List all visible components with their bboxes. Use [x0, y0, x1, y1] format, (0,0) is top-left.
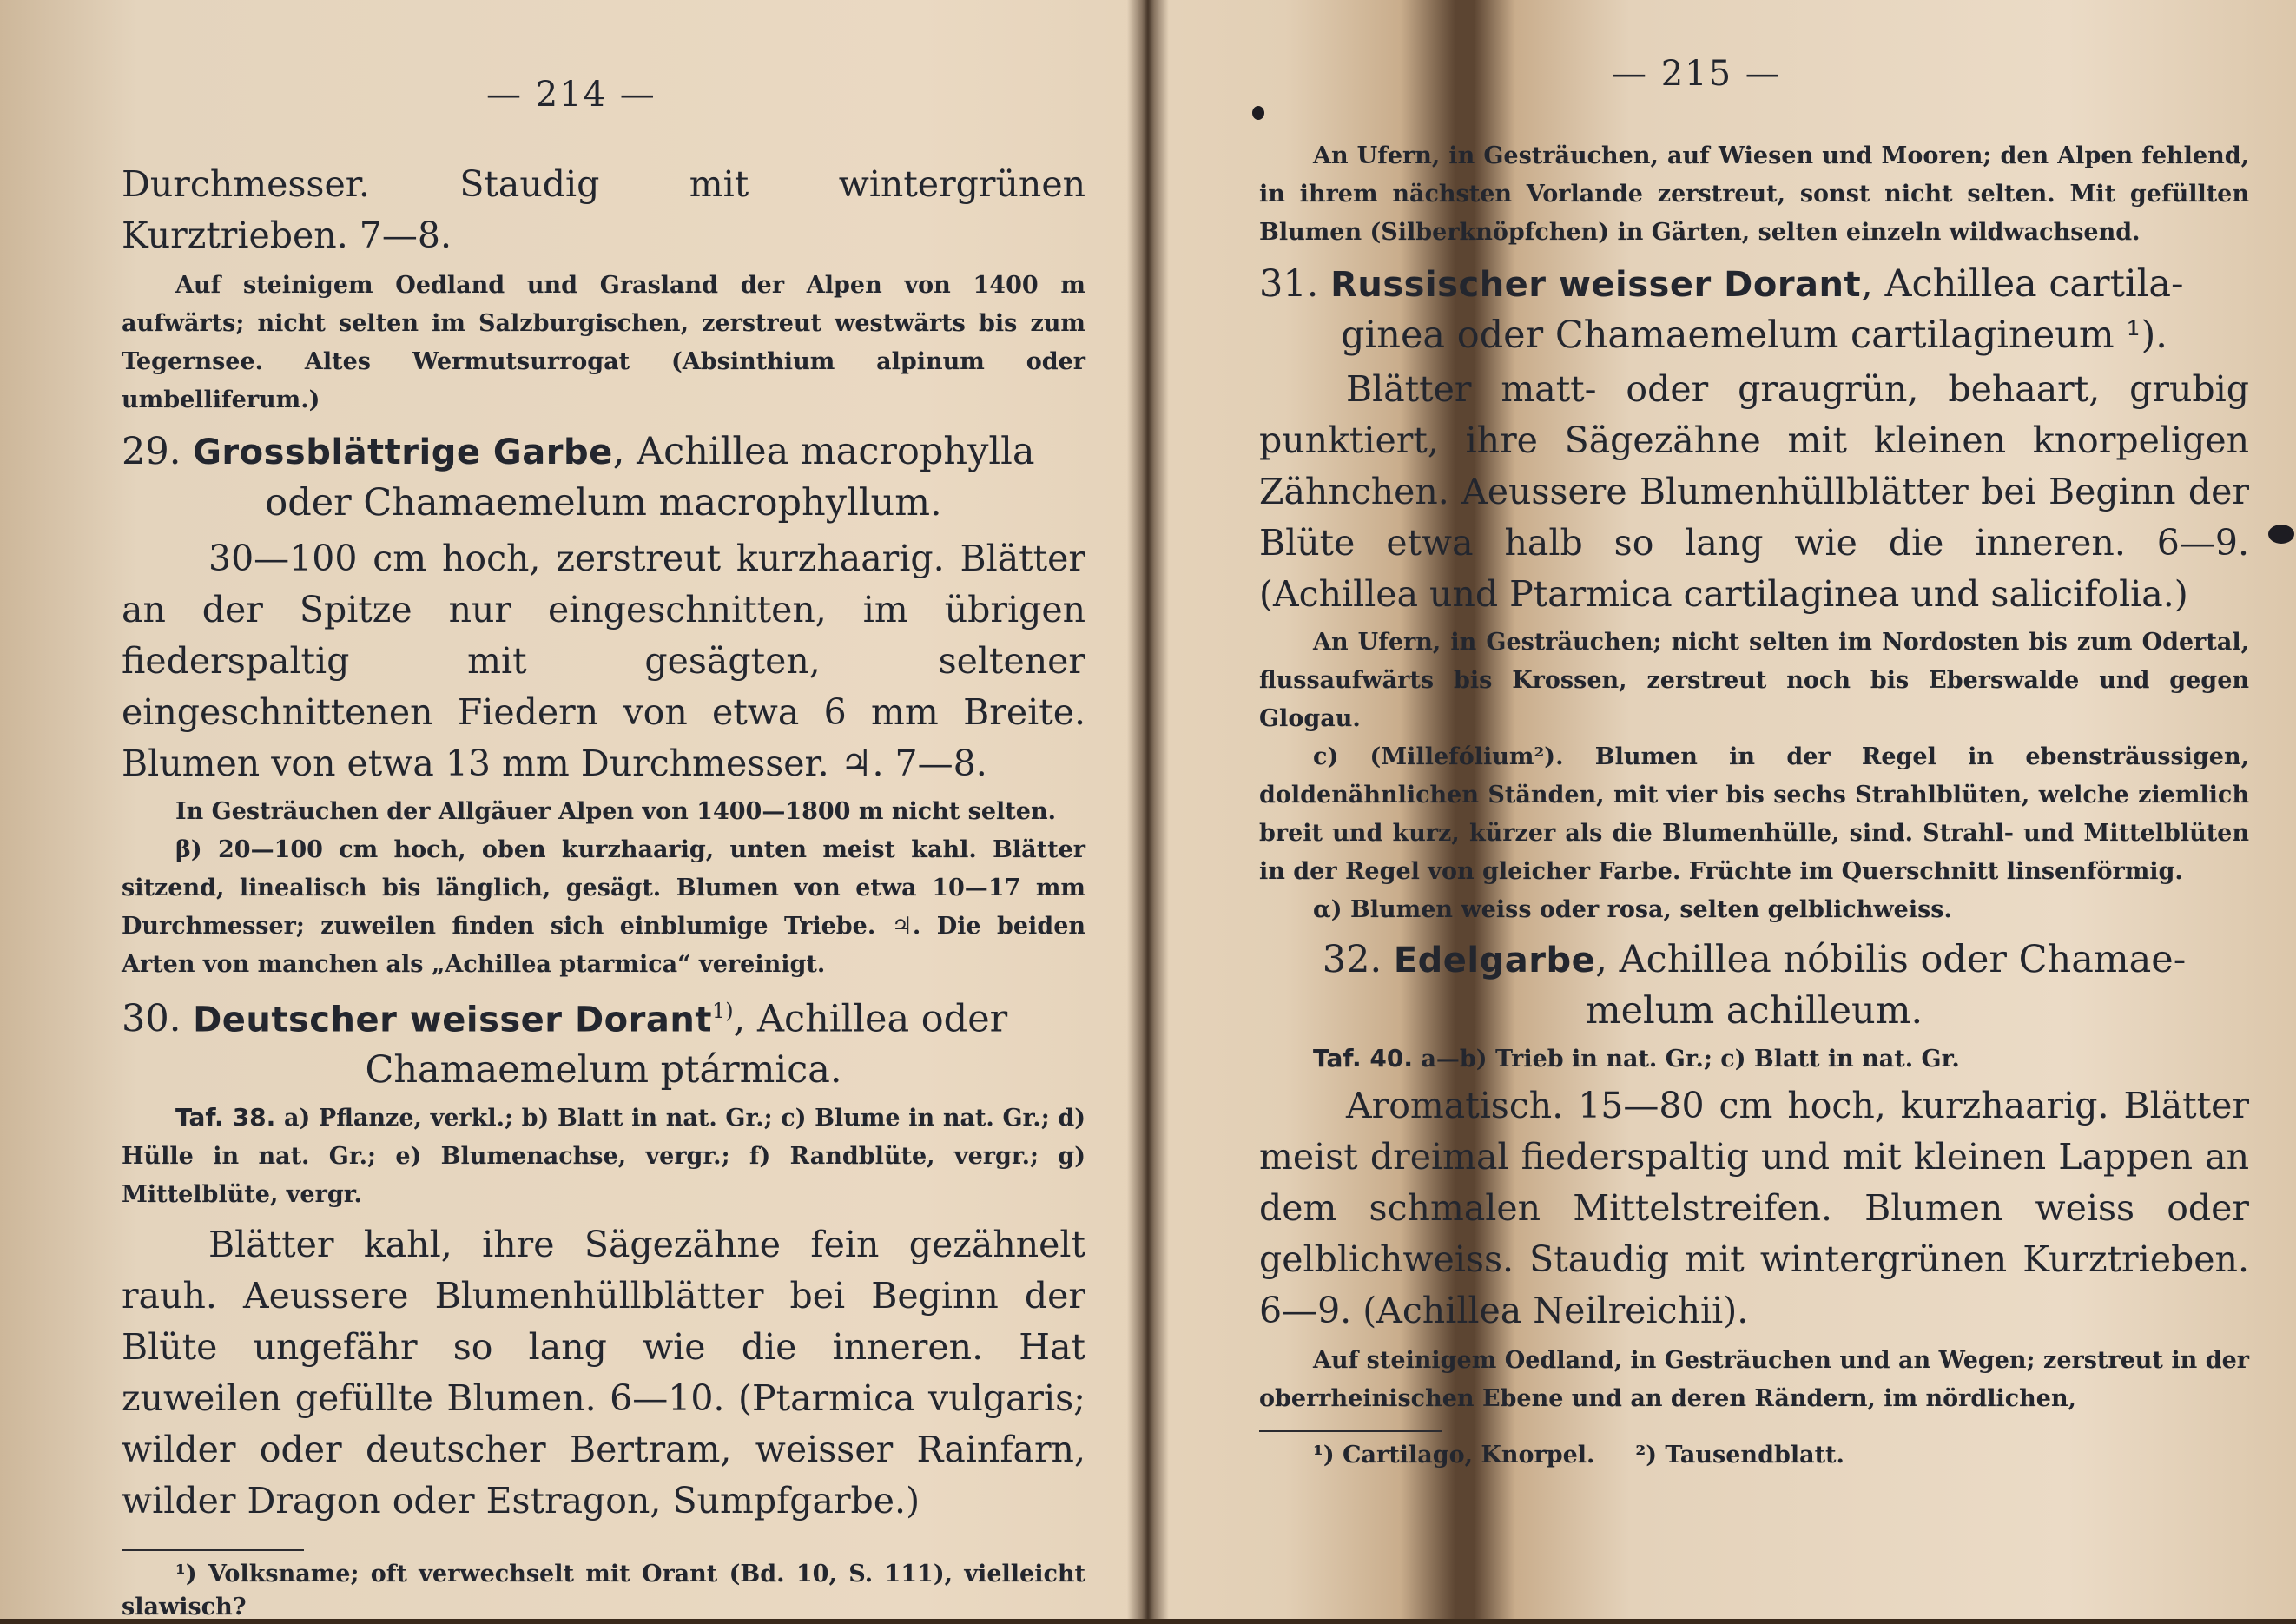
entry-31-habitat: An Ufern, in Gesträuchen; nicht selten im Nordosten bis zum Odertal, flussaufwärts bis Krossen, zerstreut noch bis Eberswalde und gegen Glogau. [1259, 629, 2249, 732]
plate-label: Taf. 38. [175, 1103, 276, 1132]
group-alpha-description: α) Blumen weiss oder rosa, selten gelblichweiss. [1313, 896, 1952, 923]
plate-text: a) Pflanze, verkl.; b) Blatt in nat. Gr.; c) Blume in nat. Gr.; d) Hülle in nat. Gr.; e) Blumenachse, vergr.; f) Randblüte, vergr.; g) Mittelblüte, vergr. [122, 1105, 1085, 1209]
ink-spot [1252, 106, 1264, 120]
footnote-left: ¹) Volksname; oft verwechselt mit Orant (Bd. 10, S. 111), vielleicht slawisch? [122, 1561, 1085, 1621]
entry-31-heading [1259, 259, 2249, 360]
species-name: Russischer weisser Dorant [1330, 265, 1862, 305]
plate-text: a—b) Trieb in nat. Gr.; c) Blatt in nat. Gr. [1421, 1046, 1960, 1073]
latin-name-continued: oder Chamaemelum macrophyllum. [265, 481, 942, 525]
entry-number: 31. [1259, 262, 1319, 306]
entry-number: 32. [1322, 938, 1382, 981]
right-page [1169, 0, 2296, 1619]
latin-name-continued: Chamaemelum ptármica. [365, 1048, 842, 1093]
continued-habitat: An Ufern, in Gesträuchen, auf Wiesen und Mooren; den Alpen fehlend, in ihrem nächsten Vorlande zerstreut, sonst nicht selten. Mit gefüllten Blumen (Silberknöpfchen) in Gärten, selten einzeln wildwachsend. [1259, 142, 2249, 246]
entry-29-habitat: In Gesträuchen der Allgäuer Alpen von 1400—1800 m nicht selten. [175, 798, 1056, 825]
entry-32-heading [1259, 934, 2249, 1036]
entry-29-description: 30—100 cm hoch, zerstreut kurzhaarig. Blätter an der Spitze nur eingeschnitten, im übrigen fiederspaltig mit gesägten, seltener eingeschnittenen Fiedern von etwa 6 mm Breite. Blumen von etwa 13 mm Durchmesser. ♃. 7—8. [122, 538, 1085, 784]
latin-name: , Achillea macrophylla [612, 430, 1035, 473]
entry-32-plate [1259, 1040, 2249, 1079]
latin-name-continued: ginea oder Chamaemelum cartilagineum ¹). [1341, 314, 2167, 357]
entry-number: 29. [122, 430, 181, 473]
group-c-description: c) (Millefólium²). Blumen in der Regel in ebensträussigen, doldenähnlichen Ständen, mit vier bis sechs Strahlblüten, welche ziemlich breit und kurz, kürzer als die Blumenhülle, sind. Strahl- und Mittelblüten in der Regel von gleicher Farbe. Früchte im Querschnitt linsenförmig. [1259, 743, 2249, 885]
footnote-rule [1259, 1430, 1442, 1432]
entry-30-heading [122, 986, 1085, 1095]
page-number-left: — 214 — [486, 75, 656, 115]
entry-number: 30. [122, 997, 181, 1041]
latin-name: , Achillea nóbilis oder Chamae- [1595, 938, 2187, 981]
ink-spot [2268, 525, 2294, 544]
entry-29-heading [122, 426, 1085, 528]
continued-habitat: Auf steinigem Oedland und Grasland der Alpen von 1400 m aufwärts; nicht selten im Salzburgischen, zerstreut westwärts bis zum Tegernsee. Altes Wermutsurrogat (Absinthium alpinum oder umbelliferum.) [122, 272, 1085, 413]
left-page [0, 0, 1129, 1619]
entry-30-plate [122, 1099, 1085, 1214]
species-name: Grossblättrige Garbe [193, 432, 613, 472]
entry-32-habitat: Auf steinigem Oedland, in Gesträuchen und an Wegen; zerstreut in der oberrheinischen Ebene und an deren Rändern, im nördlichen, [1259, 1347, 2249, 1412]
footnote-rule [122, 1549, 304, 1551]
footnote-right: ¹) Cartilago, Knorpel. ²) Tausendblatt. [1313, 1442, 1844, 1469]
species-name: Deutscher weisser Dorant [193, 1000, 712, 1040]
book-gutter [1127, 0, 1169, 1619]
page-number-right: — 215 — [1612, 54, 1782, 94]
entry-30-description: Blätter kahl, ihre Sägezähne fein gezähnelt rauh. Aeussere Blumenhüllblätter bei Beginn der Blüte ungefähr so lang wie die inneren. Hat zuweilen gefüllte Blumen. 6—10. (Ptarmica vulgaris; wilder oder deutscher Bertram, weisser Rainfarn, wilder Dragon oder Estragon, Sumpfgarbe.) [122, 1224, 1085, 1522]
latin-name: , Achillea oder [733, 997, 1008, 1041]
species-name: Edelgarbe [1393, 941, 1596, 980]
plate-label: Taf. 40. [1313, 1044, 1414, 1073]
entry-29-variety: β) 20—100 cm hoch, oben kurzhaarig, unten meist kahl. Blätter sitzend, linealisch bis länglich, gesägt. Blumen von etwa 10—17 mm Durchmesser; zuweilen finden sich einblumige Triebe. ♃. Die beiden Arten von manchen als „Achillea ptarmica“ vereinigt. [122, 836, 1085, 978]
right-page-column [1259, 137, 2249, 1472]
left-page-column [122, 159, 1085, 1624]
footnote-marker: 1) [711, 999, 734, 1023]
latin-name-continued: melum achilleum. [1585, 989, 1923, 1033]
latin-name: , Achillea cartila- [1861, 262, 2184, 306]
entry-31-description: Blätter matt- oder graugrün, behaart, grubig punktiert, ihre Sägezähne mit kleinen knorpeligen Zähnchen. Aeussere Blumenhüllblätter bei Beginn der Blüte etwa halb so lang wie die inneren. 6—9. (Achillea und Ptarmica cartilaginea und salicifolia.) [1259, 368, 2249, 615]
continued-text: Durchmesser. Staudig mit wintergrünen Kurztrieben. 7—8. [122, 163, 1085, 256]
entry-32-description: Aromatisch. 15—80 cm hoch, kurzhaarig. Blätter meist dreimal fiederspaltig und mit kleinen Lappen an dem schmalen Mittelstreifen. Blumen weiss oder gelblichweiss. Staudig mit wintergrünen Kurztrieben. 6—9. (Achillea Neilreichii). [1259, 1085, 2249, 1331]
